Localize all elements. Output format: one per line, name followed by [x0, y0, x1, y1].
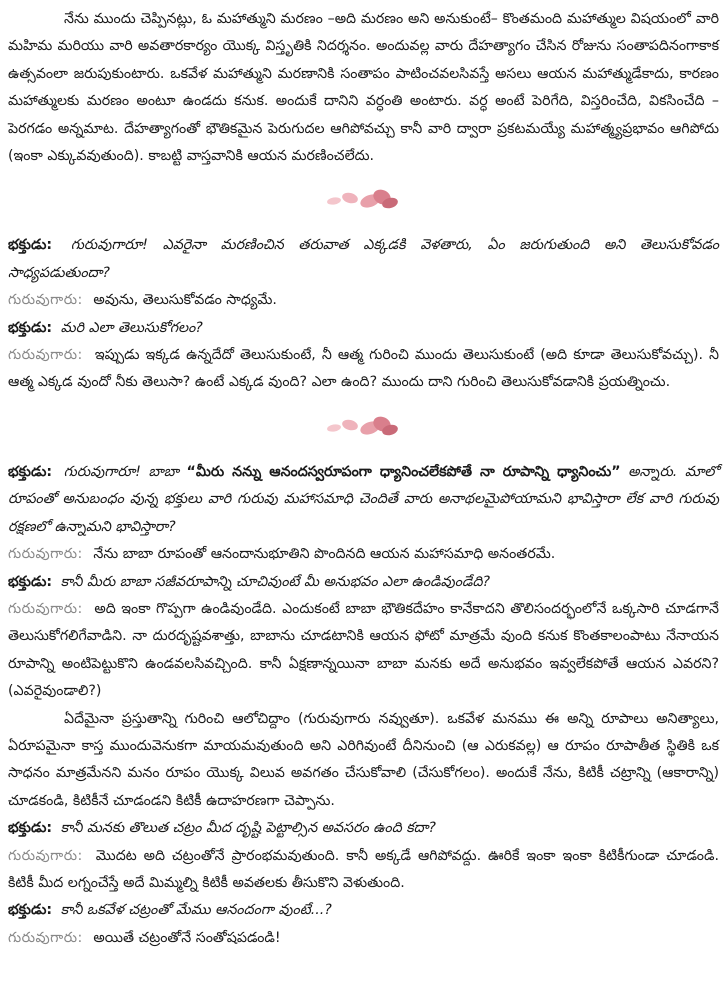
- devotee-question: [8, 232, 719, 287]
- devotee-question: [8, 315, 719, 342]
- guru-label: గురువుగారు:: [8, 929, 83, 946]
- question-text-start: గురువుగారూ! బాబా: [63, 463, 179, 480]
- guru-label: గురువుగారు:: [8, 347, 83, 364]
- answer-text: ఇప్పుడు ఇక్కడ ఉన్నదేదో తెలుసుకుంటే, నీ ఆత్మ గురించి ముందు తెలుసుకుంటే (అది కూడా తెలుసుకోవచ్చు). నీ ఆత్మ ఎక్కడ వుందో నీకు తెలుసా? ఉంటే ఎక్కడ వుంది? ఎలా ఉంది? ముందు దాని గురించి తెలుసుకోవడానికి ప్రయత్నించు.: [8, 347, 719, 391]
- guru-answer: [8, 541, 719, 568]
- guru-label: గురువుగారు:: [8, 600, 83, 617]
- guru-answer: [8, 342, 719, 397]
- devotee-label: భక్తుడు:: [8, 319, 53, 336]
- baba-quote: “మీరు నన్ను ఆనందస్వరూపంగా ధ్యానించలేకపోతే నా రూపాన్ని ధ్యానించు”: [186, 463, 621, 480]
- devotee-question: [8, 815, 719, 842]
- question-text: మరి ఎలా తెలుసుకోగలం?: [60, 319, 203, 336]
- petal-divider-1: [8, 176, 719, 220]
- devotee-question: [8, 569, 719, 596]
- answer-text: అయితే చట్రంతోనే సంతోషపడండి!: [93, 929, 281, 946]
- guru-answer: [8, 843, 719, 898]
- devotee-label: భక్తుడు:: [8, 237, 53, 254]
- devotee-question: [8, 897, 719, 924]
- guru-answer: [8, 287, 719, 314]
- answer-text: మొదట అది చట్రంతోనే ప్రారంభమవుతుంది. కానీ అక్కడే ఆగిపోవద్దు. ఊరికే ఇంకా ఇంకా కిటికీగుండా చూడండి. కిటికీ మీద లగ్నంచేస్తే అదే మిమ్మల్ని కిటికీ అవతలకు తీసుకొని వెళుతుంది.: [8, 847, 719, 891]
- devotee-label: భక్తుడు:: [8, 573, 53, 590]
- guru-label: గురువుగారు:: [8, 292, 83, 309]
- answer-text: అది ఇంకా గొప్పగా ఉండివుండేది. ఎందుకంటే బాబా భౌతికదేహం కానేకాదని తొలిసందర్భంలోనే ఒక్కసారి చూడగానే తెలుసుకోగలిగేవాడిని. నా దురదృష్టవశాత్తు, బాబాను చూడటానికి ఆయన ఫోటో మాత్రమే వుంది కనుక కొంతకాలంపాటు నేనాయన రూపాన్ని అంటిపెట్టుకొని ఉండవలసివచ్చింది. కానీ ఏక్షణాన్నయినా బాబా మనకు అదే అనుభవం ఇవ్వలేకపోతే ఆయన ఎవరని? (ఎవరైవుండాలి?): [8, 600, 719, 700]
- question-text: గురువుగారూ! ఎవరైనా మరణించిన తరువాత ఎక్కడకి వెళతారు, ఏం జరుగుతుంది అని తెలుసుకోవడం సాధ్యపడుతుందా?: [8, 237, 719, 281]
- devotee-label: భక్తుడు:: [8, 463, 53, 480]
- answer-text: అవును, తెలుసుకోవడం సాధ్యమే.: [93, 292, 277, 309]
- rose-petals-icon: [324, 408, 404, 442]
- question-text: కానీ మనకు తొలుత చట్రం మీద దృష్టి పెట్టాల్సిన అవసరం ఉంది కదా?: [60, 820, 436, 837]
- guru-answer: [8, 596, 719, 706]
- discussion-paragraph: ఏదేమైనా ప్రస్తుతాన్ని గురించి ఆలోచిద్దాం (గురువుగారు నవ్వుతూ). ఒకవేళ మనము ఈ అన్ని రూపాలు అనిత్యాలు, ఏరూపమైనా కాస్త ముందువెనుకగా మాయమవుతుంది అని ఎరిగివుంటే దీనినుంచి (ఆ ఎరుకవల్ల) ఆ రూపం రూపాతీత స్థితికి ఒక సాధనం మాత్రమేనని మనం రూపం యొక్క విలువ అవగతం చేసుకోవాలి (చేసుకోగలం). అందుకే నేను, కిటికీ చట్రాన్ని (ఆకారాన్ని) చూడకండి, కిటికీనే చూడండని కిటికీ ఉదాహరణగా చెప్పాను.: [8, 710, 719, 809]
- petal-divider-2: [8, 403, 719, 447]
- guru-label: గురువుగారు:: [8, 546, 83, 563]
- qa-section-1: [8, 232, 719, 396]
- devotee-question: [8, 459, 719, 541]
- guru-answer: [8, 925, 719, 952]
- devotee-label: భక్తుడు:: [8, 902, 53, 919]
- question-text: కానీ ఒకవేళ చట్రంతో మేము ఆనందంగా వుంటే...?: [60, 902, 332, 919]
- question-text-end: అన్నారు. మాలో రూపంతో అనుబంధం వున్న భక్తులు వారి గురువు మహాసమాధి చెందితే వారు అనాథలమైపోయామని భావిస్తారా లేక వారి గురువు రక్షణలో ఉన్నామని భావిస్తారా?: [8, 463, 720, 535]
- intro-paragraph: నేను ముందు చెప్పినట్లు, ఓ మహాత్ముని మరణం –అది మరణం అని అనుకుంటే– కొంతమంది మహాత్ముల విషయంలో వారి మహిమ మరియు వారి అవతారకార్యం యొక్క విస్తృతికి నిదర్శనం. అందువల్ల వారు దేహత్యాగం చేసిన రోజును సంతాపదినంగాకాక ఉత్సవంలా జరుపుకుంటారు. ఒకవేళ మహాత్ముని మరణానికి సంతాపం పాటించవలసివస్తే అసలు ఆయన మహాత్ముడేకాదు, కారణం మహాత్ములకు మరణం అంటూ ఉండదు కనుక. అందుకే దానిని వర్ధంతి అంటారు. వర్ధ అంటే పెరిగేది, విస్తరించేది, వికసించేది – పెరగడం అన్నమాట. దేహత్యాగంతో భౌతికమైన పెరుగుదల ఆగిపోవచ్చు కానీ వారి ద్వారా ప్రకటమయ్యే మహాత్మ్యప్రభావం ఆగిపోదు (ఇంకా ఎక్కువవుతుంది). కాబట్టి వాస్తవానికి ఆయన మరణించలేదు.: [8, 11, 719, 165]
- devotee-label: భక్తుడు:: [8, 820, 53, 837]
- guru-label: గురువుగారు:: [8, 847, 83, 864]
- answer-text: నేను బాబా రూపంతో ఆనందానుభూతిని పొందినది ఆయన మహాసమాధి అనంతరమే.: [93, 546, 556, 563]
- qa-section-2: [8, 459, 719, 952]
- rose-petals-icon: [324, 181, 404, 215]
- question-text: కానీ మీరు బాబా సజీవరూపాన్ని చూచివుంటే మీ అనుభవం ఎలా ఉండివుండేది?: [60, 573, 491, 590]
